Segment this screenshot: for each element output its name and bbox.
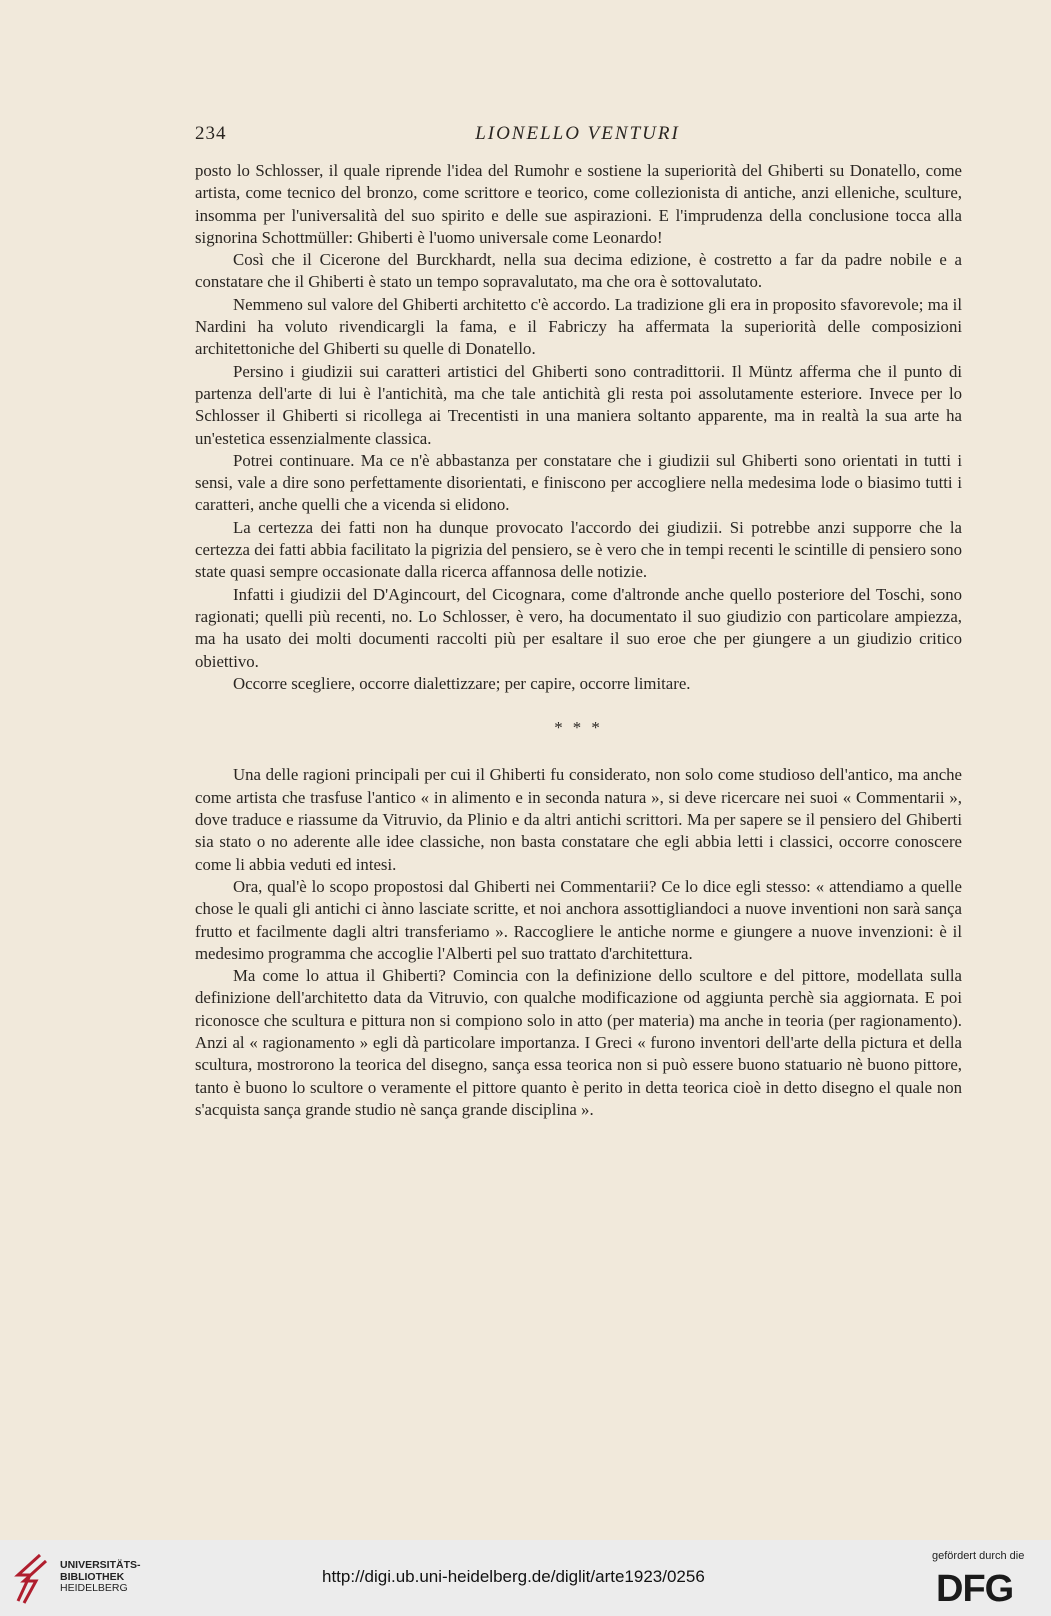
viewer-footer [0,1540,1051,1616]
dfg-logo: DFG [936,1568,1014,1610]
paragraph: Potrei continuare. Ma ce n'è abbastanza per constatare che i giudizii sul Ghiberti sono orientati in tutti i sensi, vale a dire sono perfettamente disorientati, e finiscono per accogliere nella medesima lode o biasimo tutti i caratteri, anche quelli che a vicenda si elidono. [195,450,962,515]
paragraph: Una delle ragioni principali per cui il Ghiberti fu considerato, non solo come studioso dell'antico, ma anche come artista che trasfuse l'antico « in alimento e in seconda natura », si deve ricercare nei suoi « Commentarii », dove traduce e riassume da Vitruvio, da Plinio e da altri antichi scrittori. Ma per sapere se il pensiero del Ghiberti sia stato o no aderente alle idee classiche, non basta constatare che egli abbia letti i classici, occorre conoscere come li abbia veduti ed intesi. [195,765,962,874]
paragraph: Nemmeno sul valore del Ghiberti architetto c'è accordo. La tradizione gli era in proposito sfavorevole; ma il Nardini ha voluto rivendicargli la fama, e il Fabriczy ha affermata la superiorità delle composizioni architettoniche del Ghiberti su quelle di Donatello. [195,294,962,359]
body-text [195,160,962,1121]
section-separator: * * * [554,718,603,738]
paragraph: Persino i giudizii sui caratteri artistici del Ghiberti sono contradittorii. Il Müntz afferma che il punto di partenza dell'arte di lui è l'antichità, ma che tale antichità gli resta poi assolutamente esteriore. Invece per lo Schlosser il Ghiberti si ricollega ai Trecentisti in una maniera soltanto apparente, ma in realtà la sua arte ha un'estetica essenzialmente classica. [195,361,962,448]
page-number: 234 [195,123,227,144]
university-library-name [60,1560,141,1595]
running-head [195,123,960,149]
library-name-line: HEIDELBERG [60,1582,128,1594]
university-library-logo-icon [10,1551,50,1605]
paragraph: Infatti i giudizii del D'Agincourt, del Cicognara, come d'altronde anche quello posteriore del Toschi, sono ragionati; quelli più recenti, no. Lo Schlosser, è vero, ha documentato il suo giudizio con particolare ampiezza, ma ha usato dei molti documenti raccolti più per esaltare il suo eroe che per giungere a un giudizio critico obiettivo. [195,584,962,671]
running-head-author: LIONELLO VENTURI [475,123,680,144]
paragraph: Ora, qual'è lo scopo propostosi dal Ghiberti nei Commentarii? Ce lo dice egli stesso: « attendiamo a quelle chose le quali gli antichi ci ànno lasciate scritte, et noi anchora assottigliandoci a nuove inventioni non sarà sança frutto et facilmente dagli altri transferiamo ». Raccogliere le antiche norme e giungere a nuove invenzioni: è il medesimo programma che accoglie l'Alberti pel suo trattato d'architettura. [195,876,962,963]
paragraph: posto lo Schlosser, il quale riprende l'idea del Rumohr e sostiene la superiorità del Ghiberti su Donatello, come artista, come tecnico del bronzo, come scrittore e teorico, come collezionista di antiche, anzi elleniche, sculture, insomma per l'universalità del suo spirito e delle sue aspirazioni. E l'imprudenza della conclusione tocca alla signorina Schottmüller: Ghiberti è l'uomo universale come Leonardo! [195,161,962,247]
paragraph: Così che il Cicerone del Burckhardt, nella sua decima edizione, è costretto a far da padre nobile e a constatare che il Ghiberti è stato un tempo sopravalutato, ma che ora è sottovalutato. [195,250,962,292]
library-name-line: BIBLIOTHEK [60,1570,125,1583]
paragraph: La certezza dei fatti non ha dunque provocato l'accordo dei giudizii. Si potrebbe anzi supporre che la certezza dei fatti abbia facilitato la pigrizia del pensiero, se è vero che in tempi recenti le scintille di pensiero sono state quasi sempre occasionate dalla ricerca affannosa delle notizie. [195,517,962,582]
library-name-line: UNIVERSITÄTS- [60,1559,141,1571]
paragraph: Ma come lo attua il Ghiberti? Comincia con la definizione dello scultore e del pittore, modellata sulla definizione dell'architetto data da Vitruvio, con qualche modificazione od aggiunta perchè sia aggiornata. E poi riconosce che scultura e pittura non si compiono solo in atto (per materia) ma anche in teoria (per ragionamento). Anzi al « ragionamento » egli dà particolare importanza. I Greci « furono inventori dell'arte della pictura et della scultura, mostrorono la teorica del disegno, sança essa teorica non si può essere buono statuario nè buono pittore, tanto è buono lo scultore o veramente el pittore quanto è perito in detta teorica cioè in detto disegno el quale non s'acquista sança grande studio nè sança grande disciplina ». [195,966,962,1119]
funding-note: gefördert durch die [932,1550,1025,1562]
paragraph: Occorre scegliere, occorre dialettizzare; per capire, occorre limitare. [233,673,691,693]
permalink-url[interactable]: http://digi.ub.uni-heidelberg.de/diglit/arte1923/0256 [322,1567,705,1586]
